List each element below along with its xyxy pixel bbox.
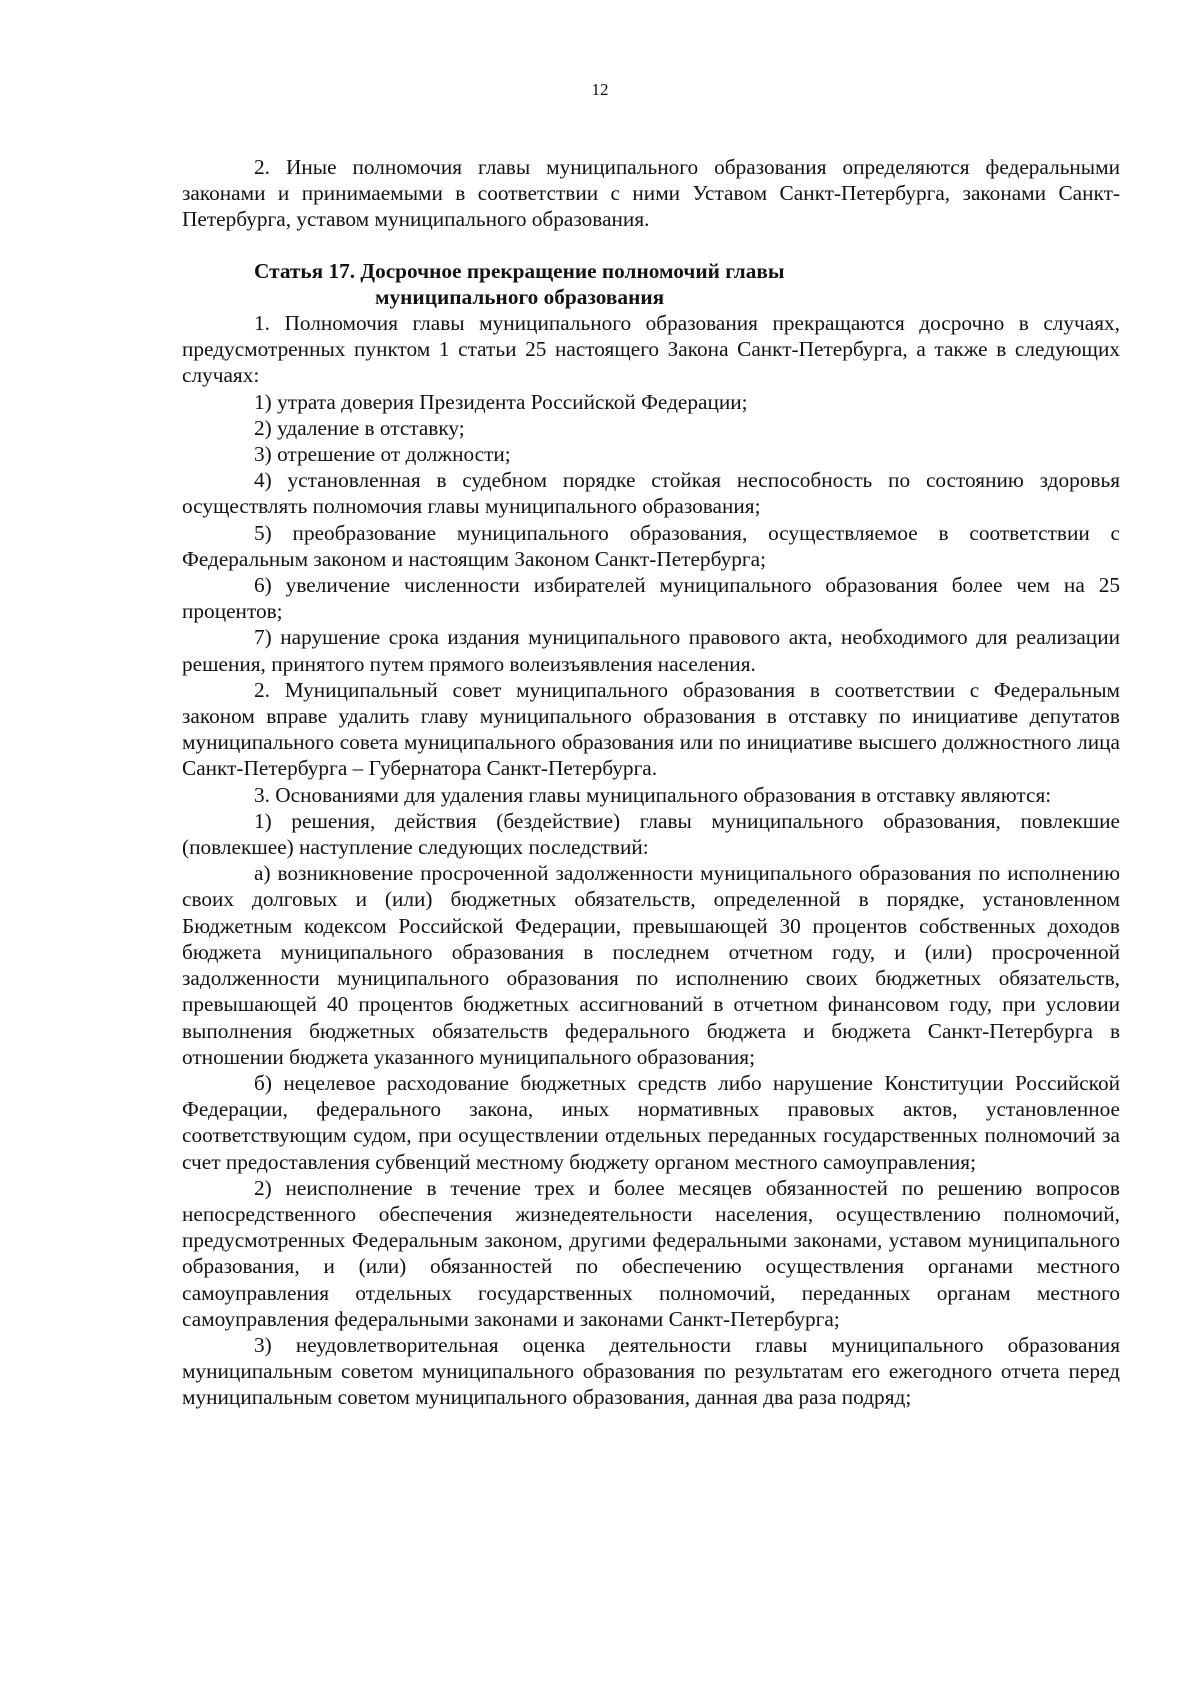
spacer	[182, 233, 1120, 258]
list-item: 7) нарушение срока издания муниципального правового акта, необходимого для реализации решения, принятого путем прямого волеизъявления населения.	[182, 625, 1120, 676]
list-item: 2) неисполнение в течение трех и более месяцев обязанностей по решению вопросов непосредственного обеспечения жизнедеятельности населения, осуществлению полномочий, предусмотренных Федеральным законом, другими федеральными законами, уставом муниципального образования, и (или) обязанностей по обеспечению осуществления органами местного самоуправления отдельных государственных полномочий, переданных органам местного самоуправления федеральными законами и законами Санкт-Петербурга;	[182, 1175, 1120, 1331]
list-item: 5) преобразование муниципального образования, осуществляемое в соответствии с Федеральным законом и настоящим Законом Санкт-Петербурга;	[182, 520, 1120, 571]
list-item: 2) удаление в отставку;	[254, 415, 465, 440]
paragraph: 2. Муниципальный совет муниципального образования в соответствии с Федеральным законом вправе удалить главу муниципального образования в отставку по инициативе депутатов муниципального совета муниципального образования или по инициативе высшего должностного лица Санкт-Петербурга – Губернатора Санкт-Петербурга.	[182, 677, 1120, 781]
article-heading-line2: муниципального образования	[375, 284, 665, 309]
article-heading	[182, 258, 1120, 310]
list-item: 6) увеличение численности избирателей муниципального образования более чем на 25 процентов;	[182, 573, 1120, 624]
list-item: 1) решения, действия (бездействие) главы муниципального образования, повлекшие (повлекшее) наступление следующих последствий:	[182, 808, 1120, 860]
list-item: 3) отрешение от должности;	[254, 442, 511, 467]
article-heading-line1: Статья 17. Досрочное прекращение полномочий главы	[254, 258, 785, 283]
list-item: б) нецелевое расходование бюджетных средств либо нарушение Конституции Российской Федерации, федерального закона, иных нормативных правовых актов, установленное соответствующим судом, при осуществлении отдельных переданных государственных полномочий за счет предоставления субвенций местному бюджету органом местного самоуправления;	[182, 1070, 1120, 1174]
page-number: 12	[591, 80, 609, 99]
list-item: а) возникновение просроченной задолженности муниципального образования по исполнению своих долговых и (или) бюджетных обязательств, определенной в порядке, установленном Бюджетным кодексом Российской Федерации, превышающей 30 процентов собственных доходов бюджета муниципального образования в последнем отчетном году, и (или) просроченной задолженности муниципального образования по исполнению своих бюджетных обязательств, превышающей 40 процентов бюджетных ассигнований в отчетном финансовом году, при условии выполнения бюджетных обязательств федерального бюджета и бюджета Санкт-Петербурга в отношении бюджета указанного муниципального образования;	[182, 861, 1120, 1069]
list-item: 1) утрата доверия Президента Российской Федерации;	[254, 389, 748, 414]
paragraph: 1. Полномочия главы муниципального образования прекращаются досрочно в случаях, предусмотренных пунктом 1 статьи 25 настоящего Закона Санкт-Петербурга, а также в следующих случаях:	[182, 311, 1120, 388]
document-body	[182, 154, 1120, 1411]
paragraph-powers-other: 2. Иные полномочия главы муниципального образования определяются федеральными законами и принимаемыми в соответствии с ними Уставом Санкт-Петербурга, законами Санкт-Петербурга, уставом муниципального образования.	[182, 155, 1120, 232]
list-item: 3) неудовлетворительная оценка деятельности главы муниципального образования муниципальным советом муниципального образования по результатам его ежегодного отчета перед муниципальным советом муниципального образования, данная два раза подряд;	[182, 1332, 1120, 1410]
list-item: 4) установленная в судебном порядке стойкая неспособность по состоянию здоровья осуществлять полномочия главы муниципального образования;	[182, 468, 1120, 519]
paragraph: 3. Основаниями для удаления главы муниципального образования в отставку являются:	[254, 782, 1052, 807]
